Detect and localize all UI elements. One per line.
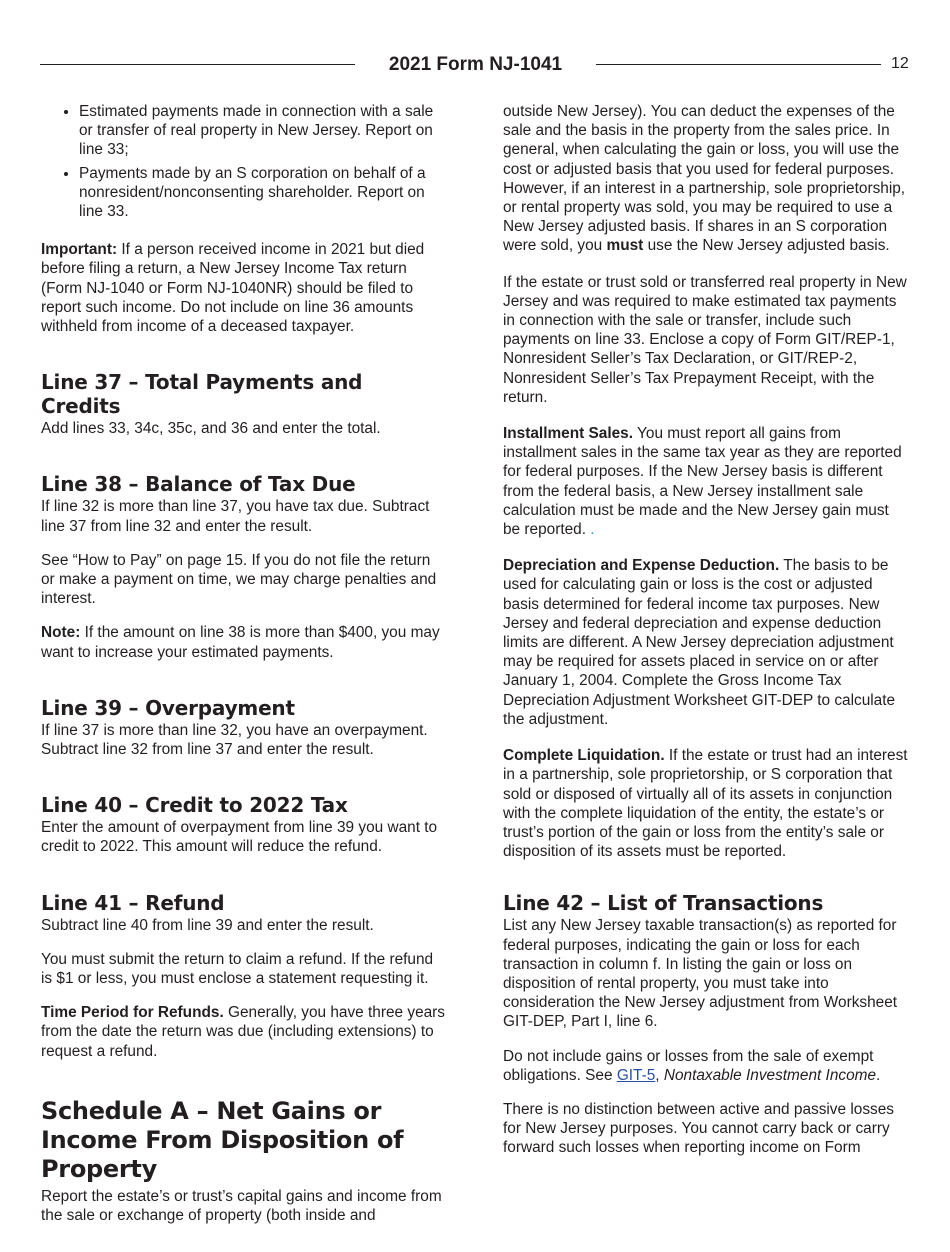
liquidation-text: If the estate or trust had an interest in a partnership, sole proprietorship, or S corporation that sold or disposed of virtually all of its assets in conjunction with the complete liquidation of the entity, the estate’s or trust’s portion of the gain or loss from the entity’s sale or disposition of its assets must be reported. (503, 747, 908, 861)
refund-claim-text: You must submit the return to claim a refund. If the refund is $1 or less, you must enclose a statement requesting it. (41, 950, 434, 988)
line39-text: If line 37 is more than line 32, you have an overpayment. Subtract line 32 from line 37 and enter the result. (41, 721, 428, 759)
continued-text-end: use the New Jersey adjusted basis. (643, 237, 890, 255)
page-header (40, 52, 910, 78)
exempt-paragraph (503, 1047, 909, 1085)
left-column (41, 102, 447, 1240)
schedule-a-text: Report the estate’s or trust’s capital gains and income from the sale or exchange of property (both inside and (41, 1187, 442, 1225)
installment-text: You must report all gains from installment sales in the same tax year as they are reported for federal purposes. If the New Jersey basis is different from the federal basis, a New Jersey installment sale calculation must be made and the New Jersey gain must be reported. (503, 425, 902, 539)
line40-heading: Line 40 – Credit to 2022 Tax (41, 793, 348, 818)
installment-paragraph (503, 424, 909, 539)
continued-text: outside New Jersey). You can deduct the expenses of the sale and the basis in the property from the sales price. In general, when calculating the gain or loss, you will use the cost or adjusted basis that you used for federal purposes. However, if an interest in a partnership, sole proprietorship, or rental property was sold, you may be required to use a New Jersey adjusted basis. If shares in an S corporation were sold, you (503, 103, 906, 255)
header-rule-right (596, 64, 881, 65)
installment-label: Installment Sales. (503, 425, 634, 443)
list-item: • Payments made by an S corporation on behalf of a nonresident/nonconsenting shareholder. Report on line 33. (79, 164, 447, 222)
note-paragraph (41, 623, 447, 661)
time-period-paragraph (41, 1003, 447, 1061)
page-number: 12 (891, 55, 909, 72)
important-text: If a person received income in 2021 but died before filing a return, a New Jersey Income Tax return (Form NJ-1040 or Form NJ-1040NR) should be filed to report such income. Do not include on line 36 amounts withheld from income of a deceased taxpayer. (41, 241, 425, 336)
list-item: • Estimated payments made in connection with a sale or transfer of real property in New Jersey. Report on line 33; (79, 102, 447, 160)
git5-link[interactable]: GIT-5 (616, 1066, 656, 1084)
liquidation-label: Complete Liquidation. (503, 747, 665, 765)
depreciation-text: The basis to be used for calculating gain or loss is the cost or adjusted basis determined for federal income tax purposes. New Jersey and federal depreciation and expense deduction limits are different. A New Jersey depreciation adjustment may be required for assets placed in service on or after January 1, 2004. Complete the Gross Income Tax Depreciation Adjustment Worksheet GIT-DEP to calculate the adjustment. (503, 557, 896, 728)
line42-heading: Line 42 – List of Transactions (503, 891, 824, 916)
must-emphasis: must (606, 237, 644, 255)
note-text: If the amount on line 38 is more than $400, you may want to increase your estimated payments. (41, 624, 440, 661)
exempt-text: Do not include gains or losses from the sale of exempt obligations. See (503, 1047, 874, 1084)
form-title: 2021 Form NJ-1041 (388, 54, 563, 75)
line40-text: Enter the amount of overpayment from line 39 you want to credit to 2022. This amount will reduce the refund. (41, 819, 438, 856)
note-label: Note: (41, 624, 81, 642)
payments-bullet-list (41, 102, 447, 221)
important-paragraph (41, 240, 447, 336)
line38-heading: Line 38 – Balance of Tax Due (41, 472, 356, 497)
line38-text: If line 32 is more than line 37, you have tax due. Subtract line 37 from line 32 and enter the result. (41, 498, 430, 535)
liquidation-paragraph (503, 746, 909, 861)
depreciation-label: Depreciation and Expense Deduction. (503, 557, 780, 575)
header-rule-left (40, 64, 355, 65)
line37-text: Add lines 33, 34c, 35c, and 36 and enter the total. (41, 420, 381, 438)
line42-text: List any New Jersey taxable transaction(s) as reported for federal purposes, indicating the gain or loss for each transaction in column f. In listing the gain or loss on disposition of rental property, you must take into consideration the New Jersey adjustment from Worksheet GIT-DEP, Part I, line 6. (503, 917, 898, 1031)
real-property-paragraph: If the estate or trust sold or transferred real property in New Jersey and was required to make estimated tax payments in connection with the sale or transfer, include such payments on line 33. Enclose a copy of Form GIT/REP-1, Nonresident Seller’s Tax Declaration, or GIT/REP-2, Nonresident Seller’s Tax Prepayment Receipt, with the return. (503, 273, 907, 406)
right-column (503, 102, 909, 1173)
exempt-end: . (876, 1066, 881, 1084)
schedule-a-heading: Schedule A – Net Gains or Income From Disposition of Property (41, 1096, 404, 1183)
installment-dot: . (586, 521, 595, 539)
exempt-sep: , (655, 1066, 664, 1084)
line37-heading: Line 37 – Total Payments and Credits (41, 370, 363, 419)
how-to-pay-text: See “How to Pay” on page 15. If you do not file the return or make a payment on time, we may charge penalties and interest. (41, 551, 437, 608)
depreciation-paragraph (503, 556, 909, 729)
continued-paragraph (503, 102, 909, 256)
publication-title: Nontaxable Investment Income (663, 1066, 877, 1084)
line41-heading: Line 41 – Refund (41, 890, 225, 915)
line41-text: Subtract line 40 from line 39 and enter the result. (41, 916, 374, 934)
important-label: Important: (41, 241, 118, 259)
time-period-label: Time Period for Refunds. (41, 1004, 224, 1022)
passive-losses-paragraph: There is no distinction between active and passive losses for New Jersey purposes. You cannot carry back or carry forward such losses when reporting income on Form (503, 1100, 894, 1157)
line39-heading: Line 39 – Overpayment (41, 695, 295, 720)
time-period-text: Generally, you have three years from the date the return was due (including extensions) to request a refund. (41, 1004, 446, 1060)
